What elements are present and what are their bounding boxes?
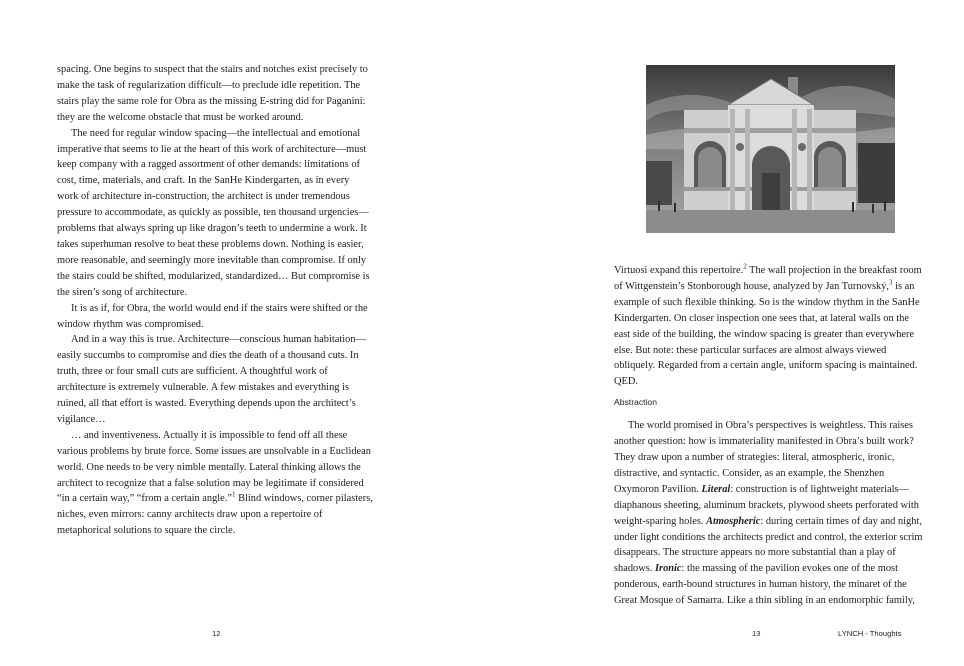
body-paragraph: spacing. One begins to suspect that the stairs and notches exist precisely to make the task of regularization difficult—to preclude idle repetition. The stairs play the same role for Obra as the missing E-string did for Paganini: they are the welcome obstacle that must be worked around. xyxy=(57,64,368,123)
section-heading: Abstraction xyxy=(614,397,657,408)
body-paragraph xyxy=(614,418,924,609)
running-head: LYNCH - Thoughts xyxy=(838,629,902,638)
emphasis-term: Literal xyxy=(701,483,731,495)
paragraph-text: Virtuosi expand this repertoire. xyxy=(614,265,744,276)
paragraph-text: : construction is of lightweight materials—diaphanous sheeting, aluminum brackets, plywood sheets perforated with weight-sparing holes. xyxy=(614,483,920,527)
paragraph-text: is an example of such flexible thinking. So is the window rhythm in the SanHe Kindergarten. On closer inspection one sees that, at lateral walls on the east side of the building, the window spacing is greater than everywhere else. But note: these particular surfaces are almost always viewed obliquely. Regarded from a certain angle, uniform spacing is maintained. QED. xyxy=(614,280,920,388)
emphasis-term: Ironic xyxy=(654,563,682,575)
church-facade-photo xyxy=(646,65,895,233)
footnote-marker: 1 xyxy=(232,491,236,499)
page-number: 13 xyxy=(752,629,761,638)
body-paragraph xyxy=(57,428,373,539)
paragraph-text: The world promised in Obra’s perspectives is weightless. This raises another question: how is immateriality manifested in Obra’s built work? They draw upon a number of strategies: literal, atmospheric, ironic, distractive, and syntactic. Consider, as an example, the Shenzhen Oxymoron Pavilion. xyxy=(614,420,914,495)
body-paragraph: And in a way this is true. Architecture—conscious human habitation—easily succumbs to compromise and dies the death of a thousand cuts. In truth, three or four small cuts are sufficient. A thoughtful work of architecture is extremely vulnerable. A few mistakes and everything is ruined, all that effort is wasted. Everything depends upon the architect’s vigilance… xyxy=(57,334,366,425)
page-number: 12 xyxy=(212,629,221,638)
body-paragraph xyxy=(614,263,924,390)
footnote-marker: 2 xyxy=(743,262,747,271)
paragraph-text: The wall projection in the breakfast room of Wittgenstein’s Stonborough house, analyzed by Jan Turnovský, xyxy=(614,265,922,292)
emphasis-term: Atmospheric xyxy=(706,515,761,527)
paragraph-text: Blind windows, corner pilasters, niches, even mirrors: canny architects draw upon a repertoire of metaphorical solutions to square the circle. xyxy=(57,493,373,537)
body-paragraph: The need for regular window spacing—the intellectual and emotional imperative that seems to lie at the heart of this work of architecture—must keep company with a ragged assortment of other demands: limitations of cost, time, materials, and craft. In the SanHe Kindergarten, as in every work of architecture in-construction, the architect is under tremendous pressure to accommodate, as quickly as possible, ten thousand urgencies—problems that always spring up like dragon’s teeth to undermine a work. It takes superhuman resolve to beat these problems down. Nothing is easier, more reasonable, and seemingly more inevitable than compromise. If only the stairs could be shifted, modularized, standardized… But compromise is the siren’s song of architecture. xyxy=(57,127,370,298)
paragraph-text: : during certain times of day and night, under light conditions the architects predict and control, the exterior scrim disappears. The structure appears no more substantial than a play of shadows. xyxy=(614,515,923,575)
right-text-column xyxy=(614,263,924,609)
paragraph-text: : the massing of the pavilion evokes one of the most ponderous, earth-bound structures in human history, the minaret of the Great Mosque of Samarra. Like a thin sibling in an endomorphic family, xyxy=(614,563,915,607)
footnote-marker: 3 xyxy=(889,278,893,287)
left-text-column xyxy=(57,62,373,539)
body-paragraph: It is as if, for Obra, the world would end if the stairs were shifted or the window rhythm was compromised. xyxy=(57,302,368,330)
paragraph-text: … and inventiveness. Actually it is impossible to fend off all these various problems by brute force. Some issues are unsolvable in a Euclidean world. One needs to be very nimble mentally. Lateral thinking allows the architect to recognize that a false solution may be legitimate if considered “in a certain way,” “from a certain angle.” xyxy=(57,429,371,505)
right-page xyxy=(482,0,964,666)
